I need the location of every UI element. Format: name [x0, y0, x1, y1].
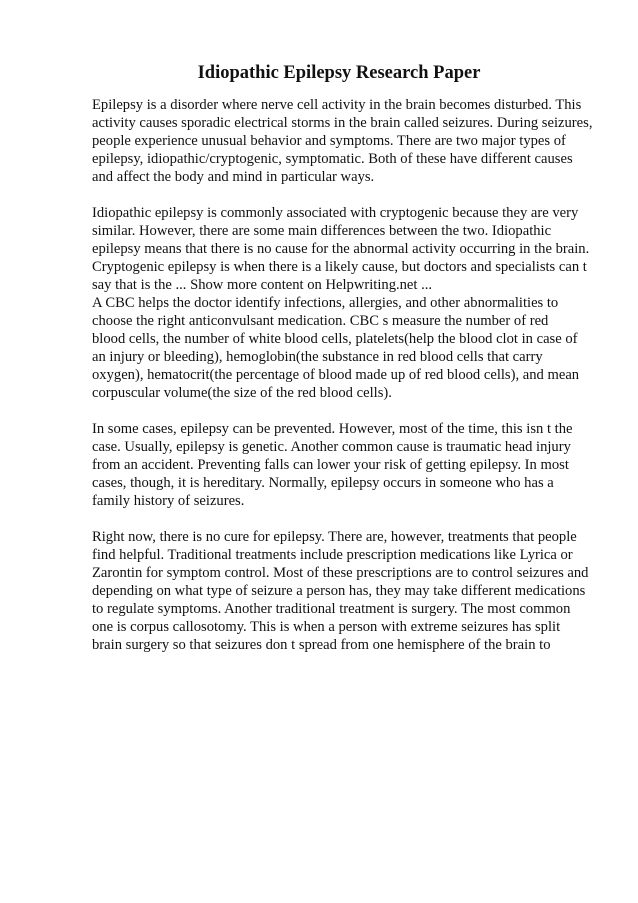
text-line: one is corpus callosotomy. This is when a person with extreme seizures has split: [92, 619, 561, 635]
text-line: and affect the body and mind in particular ways.: [92, 169, 375, 185]
text-line: blood cells, the number of white blood cells, platelets(help the blood clot in case of: [92, 331, 578, 347]
document-title: Idiopathic Epilepsy Research Paper: [197, 63, 481, 83]
text-line: Cryptogenic epilepsy is when there is a likely cause, but doctors and specialists can t: [92, 259, 587, 275]
text-line: choose the right anticonvulsant medication. CBC s measure the number of red: [92, 313, 549, 329]
paragraph-prevention: [92, 420, 592, 510]
text-line: an injury or bleeding), hemoglobin(the substance in red blood cells that carry: [92, 349, 543, 365]
text-line: Zarontin for symptom control. Most of these prescriptions are to control seizures and: [92, 565, 589, 581]
paragraph-treatment: [92, 528, 592, 654]
paragraph-intro: [92, 96, 592, 186]
text-line: In some cases, epilepsy can be prevented. However, most of the time, this isn t the: [92, 421, 573, 437]
text-line: depending on what type of seizure a person has, they may take different medications: [92, 583, 586, 599]
document-body: [92, 96, 592, 672]
text-line: A CBC helps the doctor identify infections, allergies, and other abnormalities to: [92, 295, 559, 311]
text-line: cases, though, it is hereditary. Normally, epilepsy occurs in someone who has a: [92, 475, 554, 491]
text-line: family history of seizures.: [92, 493, 245, 509]
text-line: epilepsy means that there is no cause for the abnormal activity occurring in the brain.: [92, 241, 590, 257]
paragraph-idiopathic: [92, 204, 592, 294]
text-line: oxygen), hematocrit(the percentage of blood made up of red blood cells), and mean: [92, 367, 580, 383]
text-line: corpuscular volume(the size of the red blood cells).: [92, 385, 392, 401]
text-line: Epilepsy is a disorder where nerve cell activity in the brain becomes disturbed. This: [92, 97, 582, 113]
paragraph-cbc: [92, 294, 592, 402]
text-line: Right now, there is no cure for epilepsy. There are, however, treatments that people: [92, 529, 577, 545]
text-line: people experience unusual behavior and symptoms. There are two major types of: [92, 133, 566, 149]
text-line: epilepsy, idiopathic/cryptogenic, symptomatic. Both of these have different causes: [92, 151, 573, 167]
text-line: say that is the ... Show more content on Helpwriting.net ...: [92, 277, 433, 293]
text-line: Idiopathic epilepsy is commonly associated with cryptogenic because they are very: [92, 205, 579, 221]
text-line: case. Usually, epilepsy is genetic. Another common cause is traumatic head injury: [92, 439, 571, 455]
text-line: find helpful. Traditional treatments include prescription medications like Lyrica or: [92, 547, 573, 563]
text-line: brain surgery so that seizures don t spread from one hemisphere of the brain to: [92, 637, 551, 653]
text-line: to regulate symptoms. Another traditional treatment is surgery. The most common: [92, 601, 571, 617]
text-line: activity causes sporadic electrical storms in the brain called seizures. During seizures,: [92, 115, 593, 131]
text-line: from an accident. Preventing falls can lower your risk of getting epilepsy. In most: [92, 457, 569, 473]
text-line: similar. However, there are some main differences between the two. Idiopathic: [92, 223, 552, 239]
